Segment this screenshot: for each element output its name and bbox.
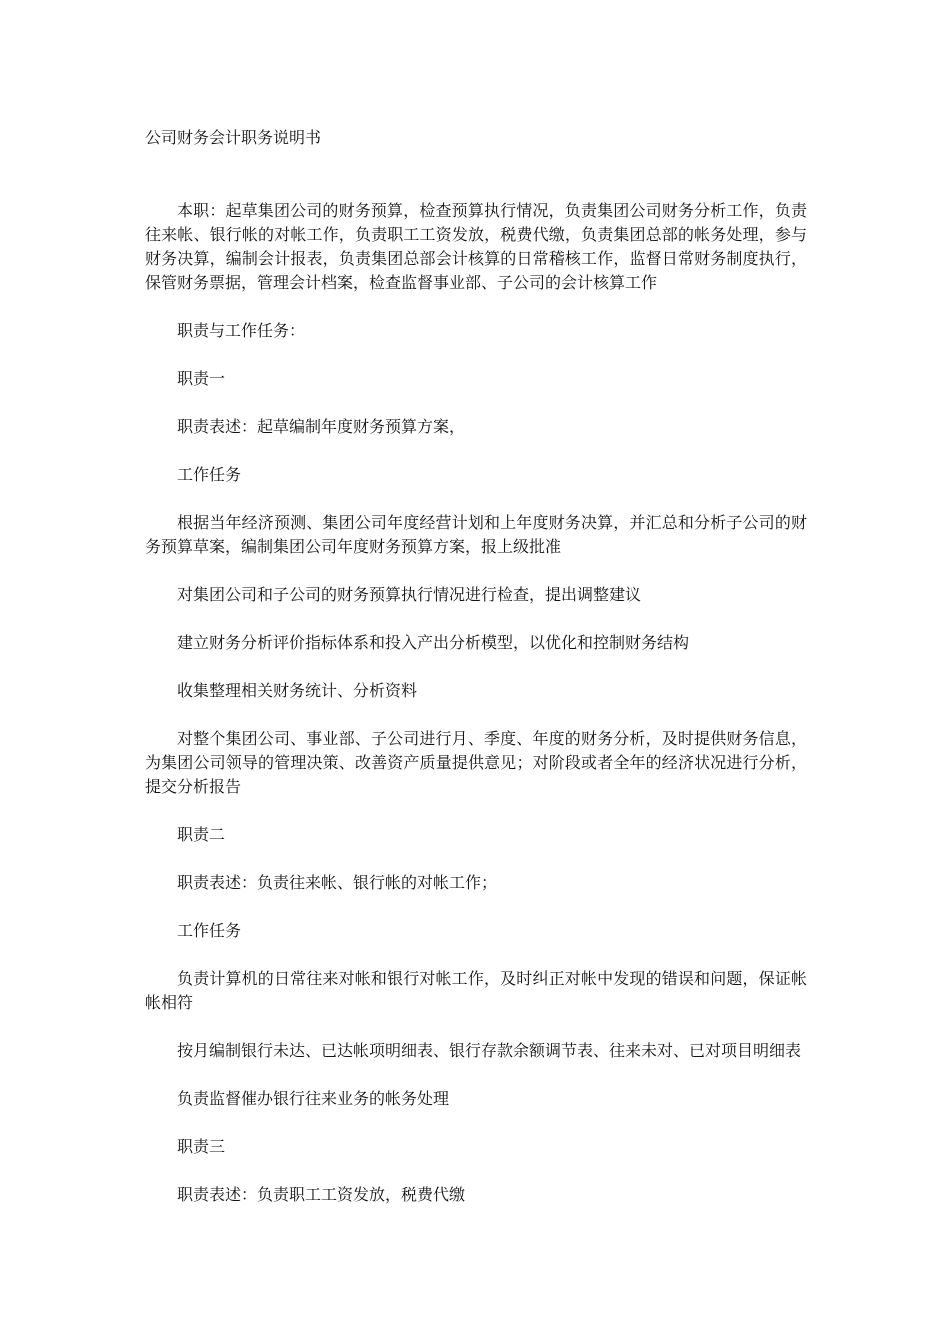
paragraph-duty-1-task-1: 根据当年经济预测、集团公司年度经营计划和上年度财务决算，并汇总和分析子公司的财务预算草案，编制集团公司年度财务预算方案，报上级批准 (145, 513, 807, 556)
paragraph-duty-1-tasks-heading: 工作任务 (177, 465, 242, 484)
paragraph-duty-2-task-3: 负责监督催办银行往来业务的帐务处理 (177, 1089, 450, 1108)
paragraph-job-summary: 本职：起草集团公司的财务预算，检查预算执行情况，负责集团公司财务分析工作，负责往来帐、银行帐的对帐工作，负责职工工资发放，税费代缴，负责集团总部的帐务处理，参与财务决算，编制会计报表，负责集团总部会计核算的日常稽核工作，监督日常财务制度执行，保管财务票据，管理会计档案，检查监督事业部、子公司的会计核算工作 (145, 201, 807, 292)
paragraph-duty-2-tasks-heading: 工作任务 (177, 921, 242, 940)
paragraph-duty-1-task-3: 建立财务分析评价指标体系和投入产出分析模型，以优化和控制财务结构 (177, 633, 690, 652)
paragraph-duty-2-task-2: 按月编制银行未达、已达帐项明细表、银行存款余额调节表、往来未对、已对项目明细表 (177, 1041, 802, 1060)
paragraph-duties-heading: 职责与工作任务： (177, 321, 306, 340)
paragraph-duty-1-heading: 职责一 (177, 369, 226, 388)
paragraph-duty-2-heading: 职责二 (177, 825, 226, 844)
paragraph-duty-3-heading: 职责三 (177, 1137, 226, 1156)
paragraph-duty-3-description: 职责表述：负责职工工资发放，税费代缴 (177, 1185, 466, 1204)
paragraph-duty-1-task-2: 对集团公司和子公司的财务预算执行情况进行检查，提出调整建议 (177, 585, 642, 604)
document-title: 公司财务会计职务说明书 (145, 128, 322, 147)
paragraph-duty-2-task-1: 负责计算机的日常往来对帐和银行对帐工作，及时纠正对帐中发现的错误和问题，保证帐帐相符 (145, 969, 807, 1012)
paragraph-duty-2-description: 职责表述：负责往来帐、银行帐的对帐工作； (177, 873, 498, 892)
paragraph-duty-1-task-5: 对整个集团公司、事业部、子公司进行月、季度、年度的财务分析，及时提供财务信息，为集团公司领导的管理决策、改善资产质量提供意见；对阶段或者全年的经济状况进行分析，提交分析报告 (145, 729, 807, 796)
paragraph-duty-1-task-4: 收集整理相关财务统计、分析资料 (177, 681, 418, 700)
paragraph-duty-1-description: 职责表述：起草编制年度财务预算方案， (177, 417, 466, 436)
document-body (145, 199, 807, 1207)
